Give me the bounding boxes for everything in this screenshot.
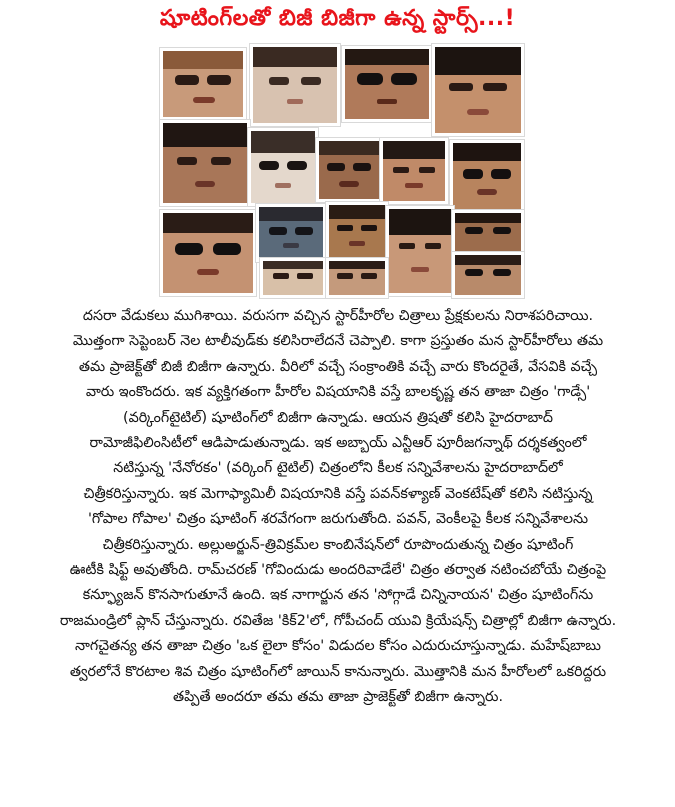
actor-photo: [316, 138, 382, 202]
article-line: మొత్తంగా సెప్టెంబర్ నెల టాలీవుడ్‌కు కలిసిరాలేదనే చెప్పాలి. కాగా ప్రస్తుతం మన స్టార్‌హీరోలు తమ: [72, 333, 604, 350]
article-line: వారు ఇంకొందరు. ఇక వ్యక్తిగతంగా హీరోల విషయానికి వస్తే బాలకృష్ణ తన తాజా చిత్రం 'గాడ్సే': [85, 384, 591, 401]
actor-photo: [450, 140, 524, 212]
actor-photo: [160, 210, 256, 296]
actor-photo: [342, 46, 432, 122]
article-line: 'గోపాల గోపాల' చిత్రం షూటింగ్ శరవేగంగా జరుగుతోంది. పవన్, వెంకీలపై కీలక సన్నివేశాలను: [87, 511, 589, 528]
article-line: తప్పితే అందరూ తమ తమ తాజా ప్రాజెక్ట్‌తో బిజీగా ఉన్నారు.: [173, 689, 503, 706]
actor-photo: [386, 206, 454, 296]
article-line: తమ ప్రాజెక్ట్‌తో బిజీ బిజీగా ఉన్నారు. వీరిలో వచ్చే సంక్రాంతికి వచ్చే వారు కొందరైతే, వేసవికి వచ్చే: [78, 358, 598, 375]
actor-photo: [256, 204, 326, 262]
article-line: చిత్రీకరిస్తున్నారు. ఇక మెగాఫ్యామిలీ విషయానికి వస్తే పవన్‌కళ్యాణ్ వెంకటేష్‌తో కలిసి నటిస్తున్న: [83, 485, 593, 502]
actor-photo: [160, 48, 246, 120]
actor-photo: [326, 202, 388, 260]
actor-photo: [248, 128, 318, 206]
article-line: నటిస్తున్న 'నేనోరకం' (వర్కింగ్ టైటిల్) చిత్రంలోని కీలక సన్నివేశాలను హైదరాబాద్‌లో: [113, 460, 563, 477]
article-line: కన్ఫ్యూజన్ కొనసాగుతూనే ఉంది. ఇక నాగార్జున తన 'సోగ్గాడే చిన్నినాయన' చిత్రం షూటింగ్‌ను: [82, 587, 594, 604]
article-line: రామోజీఫిలింసిటీలో ఆడిపాడుతున్నాడు. ఇక అబ్బాయ్ ఎన్టీఆర్ పూరీజగన్నాథ్ దర్శకత్వంలో: [89, 435, 587, 452]
actor-photo-collage: [160, 44, 520, 292]
article-line: రాజమండ్రిలో ప్లాన్ చేస్తున్నారు. రవితేజ 'కిక్2'లో, గోపీచంద్ యువి క్రియేషన్స్ చిత్రాల్లో బిజీగా ఉన్నారు.: [59, 612, 617, 629]
article-body: [12, 304, 664, 711]
article-line: ఊటీకి షిఫ్ట్ అవుతోంది. రామ్‌చరణ్ 'గోవిందుడు అందరివాడేలే' చిత్రం తర్వాత నటించబోయే చిత్రంపై: [69, 562, 607, 579]
actor-photo: [452, 210, 524, 254]
actor-photo: [260, 258, 326, 298]
actor-photo: [432, 44, 524, 136]
actor-photo: [326, 258, 388, 298]
actor-photo: [160, 120, 250, 206]
article-line: చిత్రీకరిస్తున్నారు. అల్లుఅర్జున్-త్రివిక్రమ్‌ల కాంబినేషన్‌లో రూపొందుతున్న చిత్రం షూటింగ్: [102, 536, 574, 553]
article-line: నాగచైతన్య తన తాజా చిత్రం 'ఒక లైలా కోసం' విడుదల కోసం ఎదురుచూస్తున్నాడు. మహేష్‌బాబు: [75, 638, 601, 655]
article-line: (వర్కింగ్‌టైటిల్) షూటింగ్‌లో బిజీగా ఉన్నాడు. ఆయన త్రిషతో కలిసి హైదరాబాద్: [123, 409, 553, 426]
article-line: త్వరలోనే కొరటాల శివ చిత్రం షూటింగ్‌లో జాయిన్ కానున్నారు. మొత్తానికి మన హీరోలలో ఒకరిద్దరు: [69, 663, 607, 680]
article-line: దసరా వేడుకలు ముగిశాయి. వరుసగా వచ్చిన స్టార్‌హీరోల చిత్రాలు ప్రేక్షకులను నిరాశపరిచాయి.: [82, 308, 594, 324]
actor-photo: [250, 44, 340, 126]
actor-photo: [380, 138, 448, 204]
page-headline: షూటింగ్‌లతో బిజీ బిజీగా ఉన్న స్టార్స్...!: [159, 6, 516, 31]
actor-photo: [452, 252, 524, 298]
